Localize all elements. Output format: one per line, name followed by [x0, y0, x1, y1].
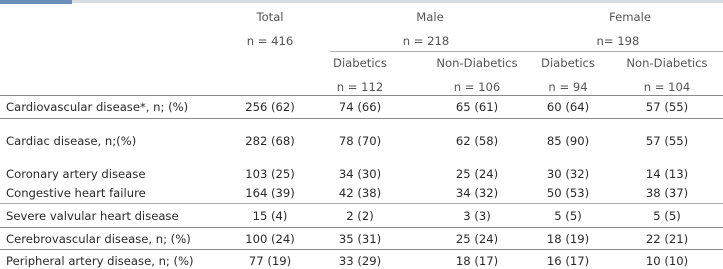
row-cell: 18 (17): [455, 254, 499, 268]
row-cell: 42 (38): [338, 186, 382, 200]
row-divider: [0, 227, 723, 228]
row-cell: 282 (68): [245, 134, 295, 148]
header-bottom-rule: [0, 95, 723, 96]
header-male-diabetics-n: n = 112: [336, 80, 384, 94]
row-cell: 16 (17): [546, 254, 590, 268]
row-cell: 256 (62): [245, 100, 295, 114]
row-cell: 35 (31): [338, 232, 382, 246]
row-cell: 25 (24): [455, 232, 499, 246]
row-cell: 100 (24): [245, 232, 295, 246]
top-tab-accent: [0, 0, 72, 4]
row-cell: 30 (32): [546, 167, 590, 181]
row-label: Cerebrovascular disease, n; (%): [6, 232, 191, 246]
row-label: Congestive heart failure: [6, 186, 146, 200]
row-cell: 10 (10): [645, 254, 689, 268]
header-female-diabetics: Diabetics: [541, 56, 595, 70]
row-cell: 5 (5): [653, 209, 681, 223]
row-cell: 34 (32): [455, 186, 499, 200]
row-cell: 60 (64): [546, 100, 590, 114]
row-cell: 78 (70): [338, 134, 382, 148]
header-female-n: n= 198: [596, 34, 640, 48]
row-divider: [0, 203, 723, 204]
header-female: Female: [609, 10, 651, 24]
row-cell: 103 (25): [245, 167, 295, 181]
row-cell: 33 (29): [338, 254, 382, 268]
row-cell: 50 (53): [546, 186, 590, 200]
header-divider: [330, 51, 723, 52]
row-label: Severe valvular heart disease: [6, 209, 179, 223]
row-cell: 74 (66): [338, 100, 382, 114]
header-female-nondiabetics-n: n = 104: [643, 80, 691, 94]
row-cell: 57 (55): [645, 134, 689, 148]
row-cell: 164 (39): [245, 186, 295, 200]
row-divider: [0, 118, 723, 119]
header-female-nondiabetics: Non-Diabetics: [626, 56, 708, 70]
top-border: [0, 0, 723, 3]
row-cell: 25 (24): [455, 167, 499, 181]
header-male-nondiabetics-n: n = 106: [453, 80, 501, 94]
row-label: Coronary artery disease: [6, 167, 146, 181]
row-cell: 5 (5): [554, 209, 582, 223]
row-cell: 15 (4): [252, 209, 288, 223]
row-cell: 38 (37): [645, 186, 689, 200]
header-total: Total: [256, 10, 284, 24]
header-male-n: n = 218: [402, 34, 450, 48]
row-cell: 62 (58): [455, 134, 499, 148]
row-label: Cardiac disease, n;(%): [6, 134, 137, 148]
row-cell: 34 (30): [338, 167, 382, 181]
row-cell: 85 (90): [546, 134, 590, 148]
row-cell: 77 (19): [248, 254, 292, 268]
header-male-nondiabetics: Non-Diabetics: [436, 56, 518, 70]
header-total-n: n = 416: [246, 34, 294, 48]
row-label: Cardiovascular disease*, n; (%): [6, 100, 189, 114]
row-cell: 57 (55): [645, 100, 689, 114]
header-male-diabetics: Diabetics: [333, 56, 387, 70]
row-cell: 2 (2): [346, 209, 374, 223]
row-cell: 18 (19): [546, 232, 590, 246]
row-cell: 22 (21): [645, 232, 689, 246]
row-divider: [0, 249, 723, 250]
row-cell: 65 (61): [455, 100, 499, 114]
row-label: Peripheral artery disease, n; (%): [6, 254, 194, 268]
row-cell: 14 (13): [645, 167, 689, 181]
header-female-diabetics-n: n = 94: [548, 80, 588, 94]
row-cell: 3 (3): [463, 209, 491, 223]
header-male: Male: [416, 10, 444, 24]
